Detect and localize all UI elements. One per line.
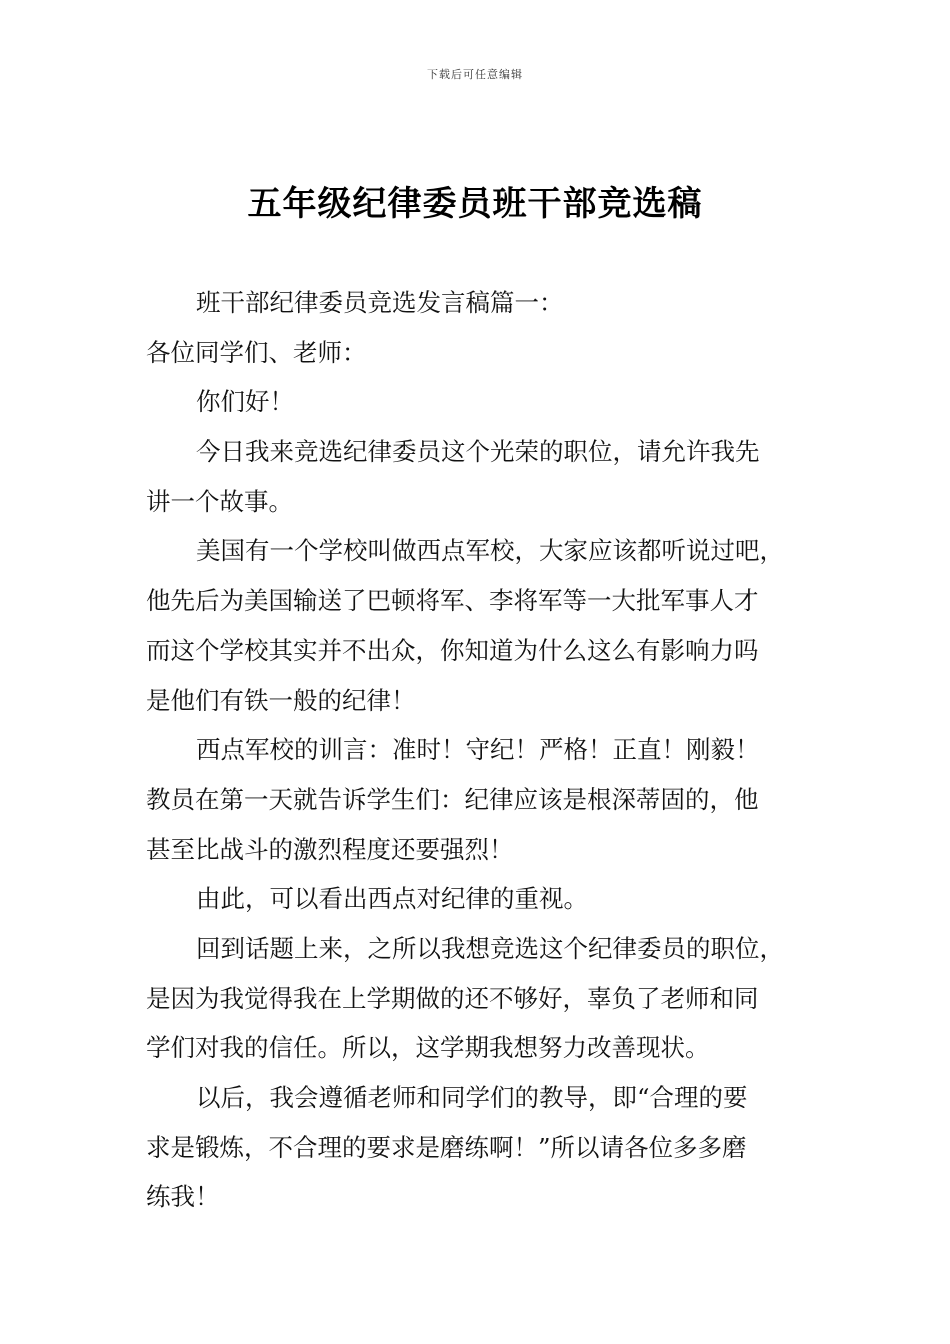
body-line: 学们对我的信任。所以，这学期我想努力改善现状。 [146, 1033, 710, 1063]
body-line: 练我！ [146, 1182, 220, 1212]
body-line: 教员在第一天就告诉学生们：纪律应该是根深蒂固的，他 [146, 784, 759, 814]
body-line: 西点军校的训言：准时！守纪！严格！正直！刚毅！ [196, 735, 760, 765]
body-line: 今日我来竞选纪律委员这个光荣的职位，请允许我先 [196, 437, 760, 467]
body-line: 是他们有铁一般的纪律！ [146, 685, 416, 715]
body-line: 以后，我会遵循老师和同学们的教导，即“合理的要 [196, 1083, 748, 1112]
body-line: 美国有一个学校叫做西点军校，大家应该都听说过吧， [196, 536, 784, 566]
body-line: 回到话题上来，之所以我想竞选这个纪律委员的职位， [196, 933, 784, 963]
body-line: 求是锻炼，不合理的要求是磨练啊！”所以请各位多多磨 [146, 1132, 747, 1162]
body-line: 是因为我觉得我在上学期做的还不够好，辜负了老师和同 [146, 983, 759, 1013]
document-body [146, 278, 811, 1222]
body-line: 班干部纪律委员竞选发言稿篇一： [196, 288, 564, 317]
body-line: 而这个学校其实并不出众，你知道为什么这么有影响力吗 [146, 635, 759, 665]
body-line: 你们好！ [196, 387, 294, 417]
body-line: 各位同学们、老师： [146, 337, 367, 367]
body-line: 他先后为美国输送了巴顿将军、李将军等一大批军事人才 [146, 586, 759, 616]
document-title: 五年级纪律委员班干部竞选稿 [247, 184, 703, 224]
body-line: 由此，可以看出西点对纪律的重视。 [196, 884, 588, 914]
header-note: 下载后可任意编辑 [427, 68, 523, 81]
body-line: 讲一个故事。 [146, 486, 293, 516]
body-line: 甚至比战斗的激烈程度还要强烈！ [146, 834, 514, 864]
